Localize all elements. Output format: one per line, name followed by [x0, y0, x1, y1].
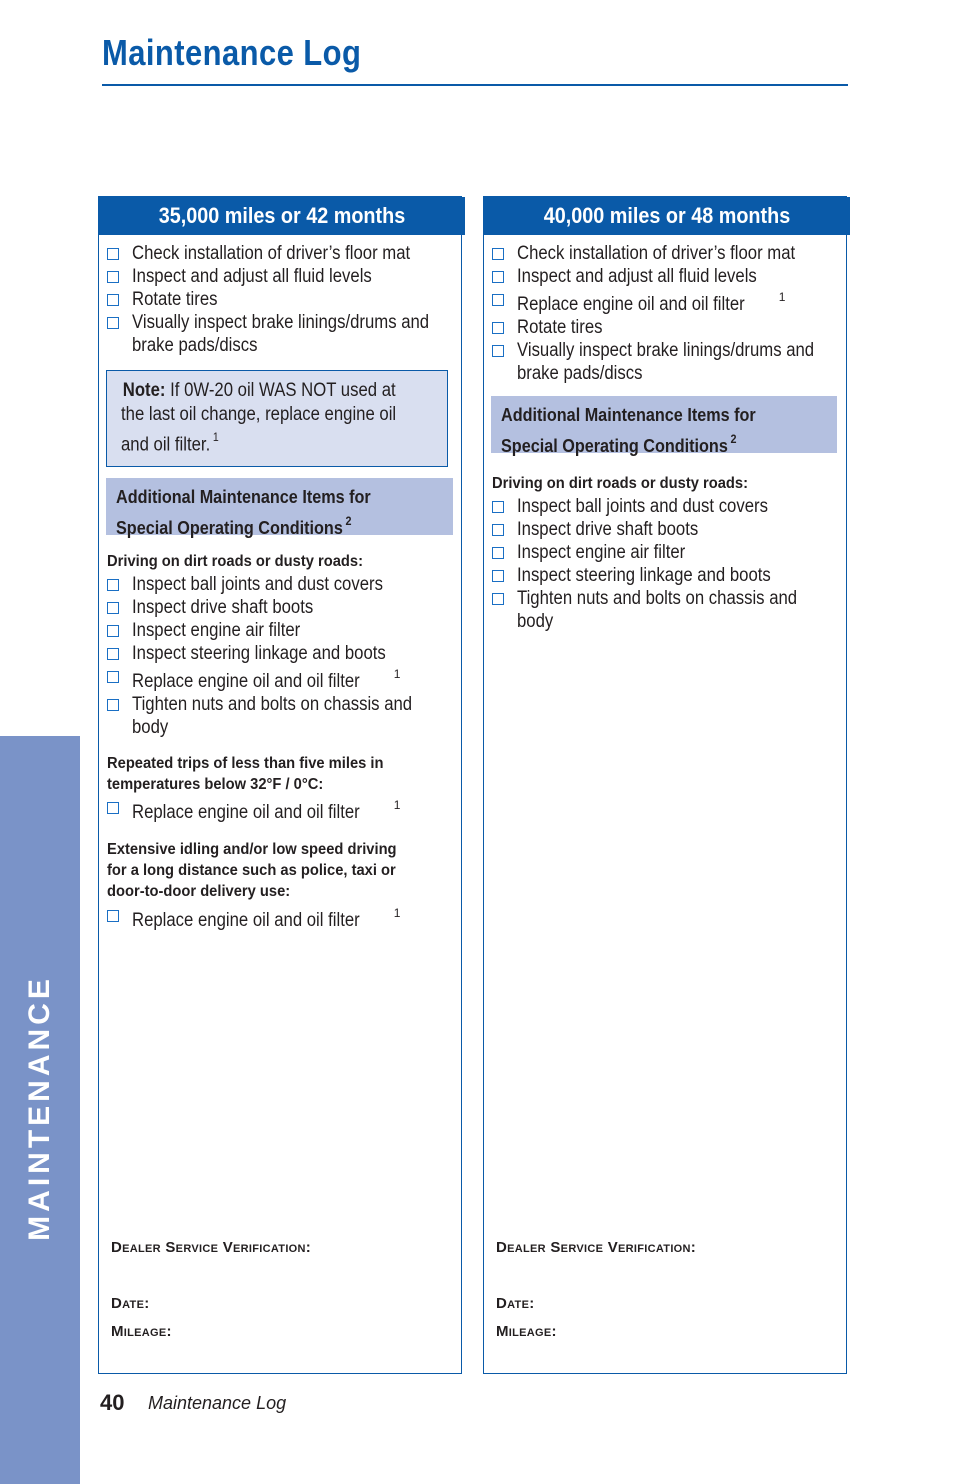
checklist-item[interactable]: Tighten nuts and bolts on chassis and — [107, 693, 450, 716]
checklist-item[interactable]: Replace engine oil and oil filter $^1$ — [107, 904, 400, 932]
checklist-item[interactable]: Inspect ball joints and dust covers — [492, 495, 835, 518]
date-label: Date: — [111, 1295, 150, 1312]
checkbox[interactable] — [492, 345, 504, 357]
checklist — [107, 573, 450, 739]
footer-section-label: Maintenance Log — [148, 1393, 287, 1413]
checkbox[interactable] — [107, 579, 119, 591]
checkbox[interactable] — [492, 248, 504, 260]
note-label: Note: — [122, 380, 166, 401]
checklist-item[interactable]: Check installation of driver’s floor mat — [492, 242, 855, 265]
checkbox[interactable] — [107, 317, 119, 329]
checklist-item[interactable]: Inspect engine air filter — [492, 541, 835, 564]
checklist-item[interactable]: Inspect steering linkage and boots — [492, 564, 835, 587]
checkbox[interactable] — [107, 602, 119, 614]
date-label: Date: — [496, 1295, 535, 1312]
mileage-label: Mileage: — [111, 1323, 172, 1340]
condition-heading: Repeated trips of less than five miles in temperatures below 32°F / 0°C: — [107, 755, 384, 793]
checklist — [107, 796, 400, 824]
checklist-item[interactable]: Inspect ball joints and dust covers — [107, 573, 450, 596]
checkbox[interactable] — [492, 501, 504, 513]
checklist-item[interactable]: Inspect and adjust all fluid levels — [107, 265, 470, 288]
checkbox[interactable] — [107, 802, 119, 814]
interval-header: 35,000 miles or 42 months — [99, 197, 465, 235]
dealer-verification-label: Dealer Service Verification: — [111, 1239, 312, 1256]
additional-items-heading: Additional Maintenance Items for Special Operating Conditions $^2$ — [491, 396, 837, 453]
interval-header: 40,000 miles or 48 months — [484, 197, 850, 235]
checkbox[interactable] — [492, 570, 504, 582]
checklist-item[interactable]: Inspect engine air filter — [107, 619, 450, 642]
checklist — [107, 904, 400, 932]
checkbox[interactable] — [107, 648, 119, 660]
checklist-item[interactable]: Tighten nuts and bolts on chassis and — [492, 587, 835, 610]
checklist-item-continued: body — [517, 611, 554, 632]
checklist-item-continued: brake pads/discs — [132, 335, 258, 356]
checkbox[interactable] — [492, 547, 504, 559]
checkbox[interactable] — [107, 294, 119, 306]
page-number: 40 — [100, 1390, 125, 1415]
interval-40000-panel — [483, 196, 847, 1374]
condition-heading: Extensive idling and/or low speed driving for a long distance such as police, taxi or door-to-door delivery use: — [107, 841, 397, 900]
checkbox[interactable] — [107, 910, 119, 922]
checklist-item[interactable]: Rotate tires — [107, 288, 470, 311]
checklist-item-continued: body — [132, 717, 169, 739]
checklist-item[interactable]: Inspect drive shaft boots — [492, 518, 835, 541]
checklist-item[interactable]: Inspect drive shaft boots — [107, 596, 450, 619]
checklist-item-continued: brake pads/discs — [517, 363, 643, 385]
checkbox[interactable] — [107, 671, 119, 683]
checklist-item[interactable]: Inspect steering linkage and boots — [107, 642, 450, 665]
checklist-item[interactable]: Visually inspect brake linings/drums and — [492, 339, 855, 362]
note-box: Note: If 0W-20 oil WAS NOT used at the last oil change, replace engine oil and oil filter. $^1$ — [106, 370, 448, 467]
additional-items-heading: Additional Maintenance Items for Special Operating Conditions $^2$ — [106, 478, 453, 535]
side-tab-label: MAINTENANCE — [23, 975, 56, 1241]
checkbox[interactable] — [107, 271, 119, 283]
checklist-item[interactable]: Rotate tires — [492, 316, 855, 339]
title-rule — [102, 84, 848, 86]
checkbox[interactable] — [107, 699, 119, 711]
checkbox[interactable] — [492, 322, 504, 334]
interval-35000-panel — [98, 196, 462, 1374]
condition-heading: Driving on dirt roads or dusty roads: — [492, 475, 748, 492]
checkbox[interactable] — [492, 294, 504, 306]
checklist-item[interactable]: Visually inspect brake linings/drums and — [107, 311, 470, 334]
dealer-verification-label: Dealer Service Verification: — [496, 1239, 697, 1256]
checklist — [492, 242, 855, 385]
checklist-item[interactable]: Replace engine oil and oil filter $^1$ — [492, 288, 855, 316]
checklist — [492, 495, 835, 633]
condition-heading: Driving on dirt roads or dusty roads: — [107, 553, 363, 570]
checklist-item[interactable]: Inspect and adjust all fluid levels — [492, 265, 855, 288]
checklist-item[interactable]: Check installation of driver’s floor mat — [107, 242, 470, 265]
checklist — [107, 242, 470, 357]
checkbox[interactable] — [492, 271, 504, 283]
checklist-item[interactable]: Replace engine oil and oil filter $^1$ — [107, 796, 400, 824]
mileage-label: Mileage: — [496, 1323, 557, 1340]
checklist-item[interactable]: Replace engine oil and oil filter $^1$ — [107, 665, 450, 693]
page-title: Maintenance Log — [102, 32, 362, 73]
checkbox[interactable] — [107, 625, 119, 637]
checkbox[interactable] — [492, 593, 504, 605]
checkbox[interactable] — [107, 248, 119, 260]
checkbox[interactable] — [492, 524, 504, 536]
